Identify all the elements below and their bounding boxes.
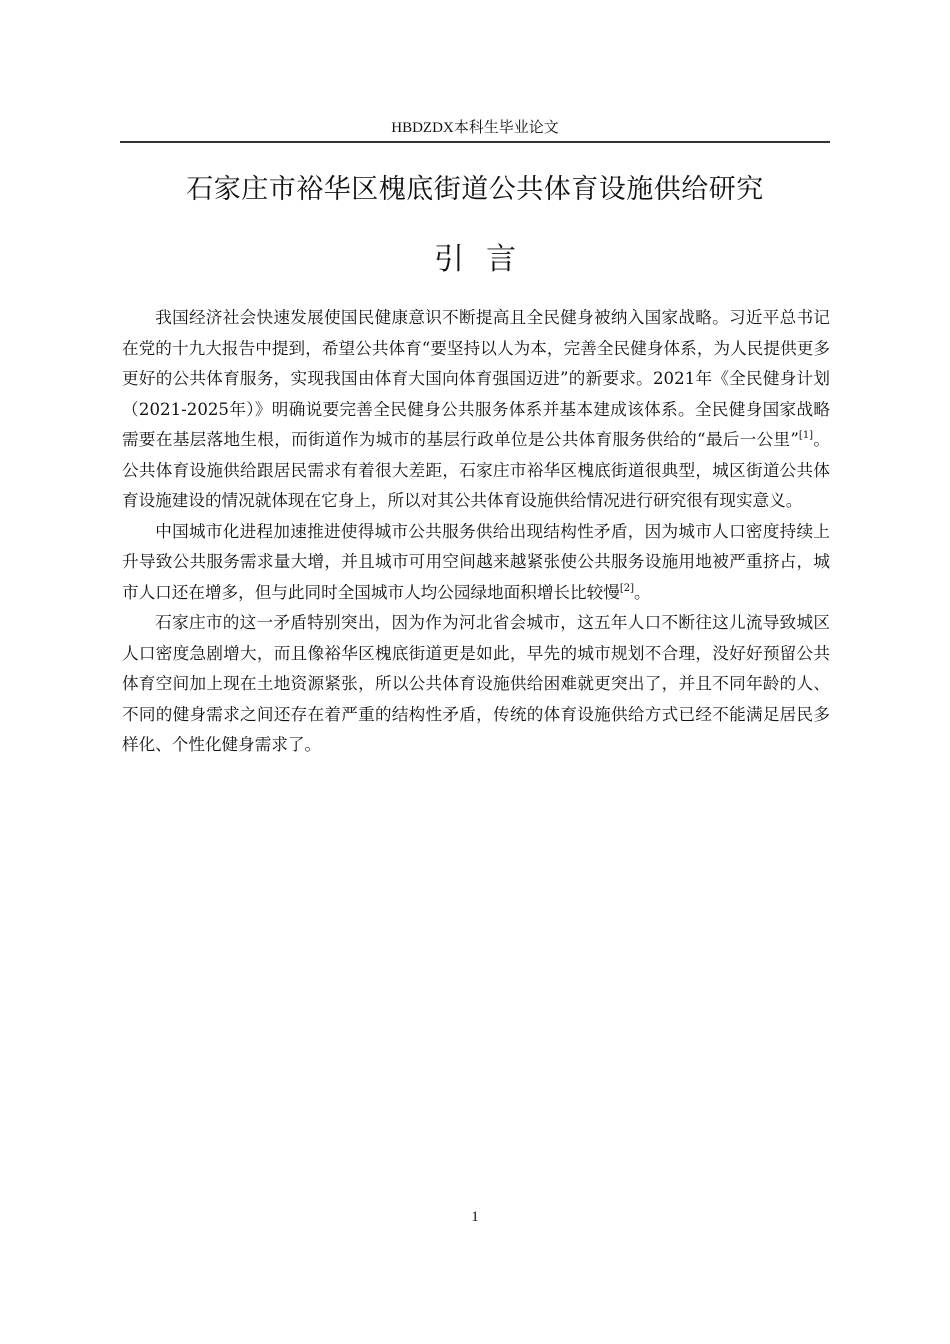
citation-1: [1] <box>798 430 814 441</box>
paragraph-1-text-a: 我国经济社会快速发展使国民健康意识不断提高且全民健身被纳入国家战略。习近平总书记在党的十九大报告中提到，希望公共体育“要坚持以人为本，完善全民健身体系，为人民提供更多更好的公共体育服务，实现我国由体育大国向体育强国迈进”的新要求。2021年《全民健身计划（2021-2025年）》明确说要完善全民健身公共服务体系并基本建成该体系。全民健身国家战略需要在基层落地生根，而街道作为城市的基层行政单位是公共体育服务供给的“最后一公里” <box>122 308 830 449</box>
paragraph-2-text-b: 。 <box>633 582 651 602</box>
paragraph-3 <box>122 608 830 761</box>
paragraph-2 <box>122 517 830 609</box>
page-number: 1 <box>471 1209 479 1225</box>
paragraph-2-text-a: 中国城市化进程加速推进使得城市公共服务供给出现结构性矛盾，因为城市人口密度持续上升导致公共服务需求量大增，并且城市可用空间越来越紧张使公共服务设施用地被严重挤占，城市人口还在增多，但与此同时全国城市人均公园绿地面积增长比较慢 <box>122 521 830 602</box>
header-rule <box>120 141 830 143</box>
citation-2: [2] <box>619 582 634 594</box>
paragraph-1-text-b: 。公共体育设施供给跟居民需求有着很大差距，石家庄市裕华区槐底街道很典型，城区街道公共体育设施建设的情况就体现在它身上，所以对其公共体育设施供给情况进行研究很有现实意义。 <box>122 430 831 510</box>
thesis-title: 石家庄市裕华区槐底街道公共体育设施供给研究 <box>186 174 764 205</box>
paragraph-1 <box>122 303 830 517</box>
running-header: HBDZDX本科生毕业论文 <box>391 120 559 136</box>
section-heading: 引言 <box>434 242 538 277</box>
body-text <box>122 303 830 761</box>
paragraph-3-text: 石家庄市的这一矛盾特别突出，因为作为河北省会城市，这五年人口不断往这儿流导致城区人口密度急剧增大，而且像裕华区槐底街道更是如此，早先的城市规划不合理，没好好预留公共体育空间加上现在土地资源紧张，所以公共体育设施供给困难就更突出了，并且不同年龄的人、不同的健身需求之间还存在着严重的结构性矛盾，传统的体育设施供给方式已经不能满足居民多样化、个性化健身需求了。 <box>122 613 830 754</box>
